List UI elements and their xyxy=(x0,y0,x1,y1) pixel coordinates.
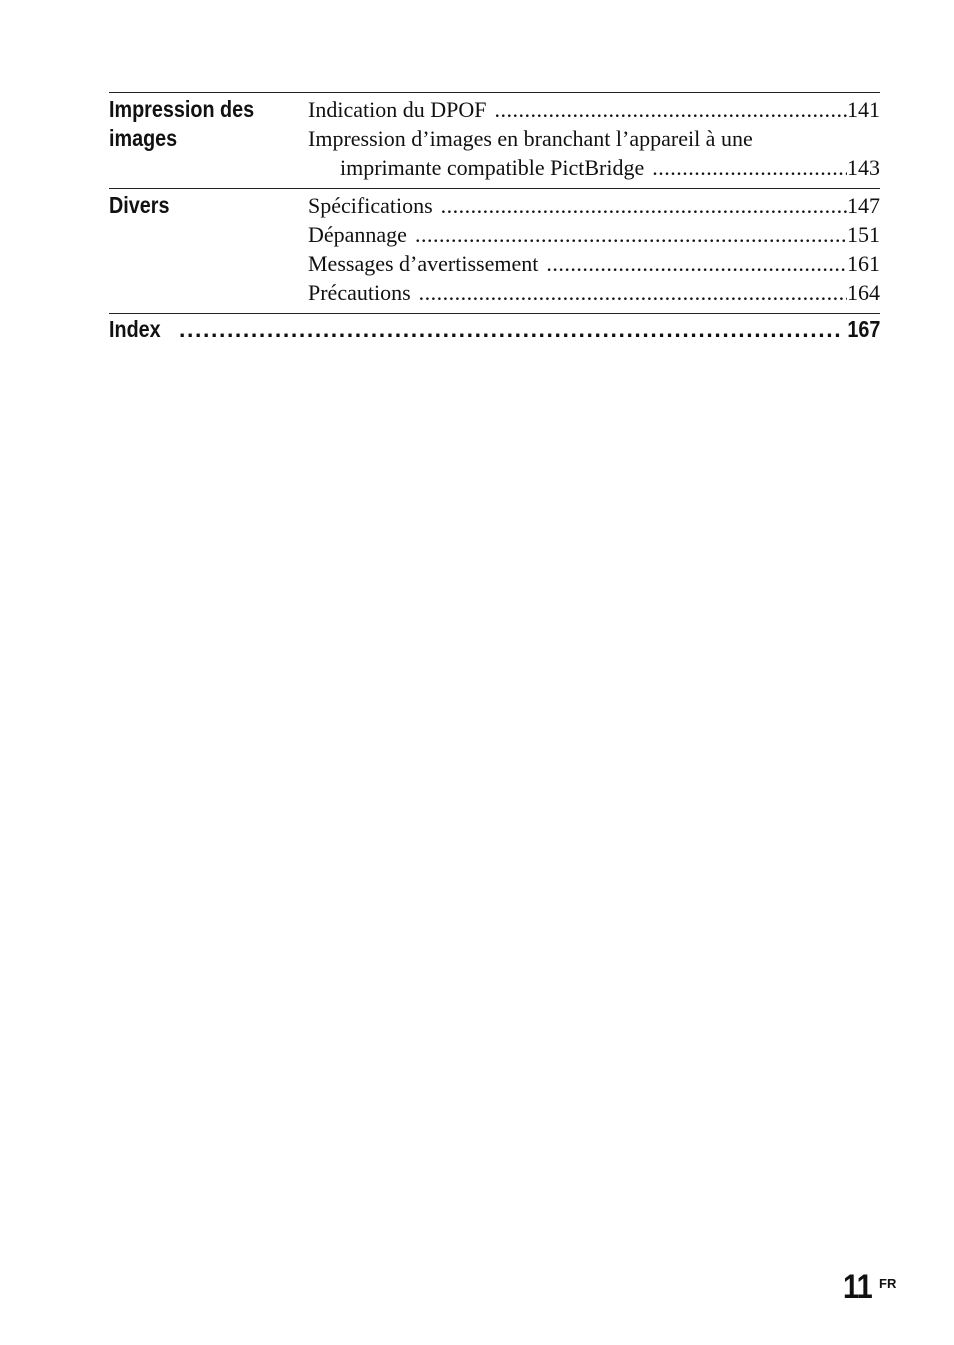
entry-text: Indication du DPOF xyxy=(308,97,487,122)
entry-text: imprimante compatible PictBridge xyxy=(340,155,645,180)
toc-index-entry[interactable] xyxy=(109,313,880,344)
dot-leader xyxy=(433,191,847,220)
toc-entry[interactable] xyxy=(308,191,880,220)
entry-text: Spécifications xyxy=(308,193,433,218)
toc-entry[interactable] xyxy=(308,95,880,124)
dot-leader xyxy=(486,95,847,124)
entry-page-number: 151 xyxy=(847,222,880,247)
toc-entry[interactable] xyxy=(308,249,880,278)
section-title: Divers xyxy=(109,192,170,218)
toc-entry[interactable] xyxy=(308,278,880,307)
toc-section-printing xyxy=(109,92,880,188)
entry-text: Précautions xyxy=(308,280,411,305)
section-entries xyxy=(308,95,880,182)
entry-text: Impression d’images en branchant l’appareil à une xyxy=(308,126,753,151)
section-entries xyxy=(308,191,880,307)
index-page-number: 167 xyxy=(846,316,880,342)
entry-text: Messages d’avertissement xyxy=(308,251,539,276)
dot-leader xyxy=(407,220,847,249)
entry-text: Dépannage xyxy=(308,222,407,247)
section-title: Impression des images xyxy=(109,96,255,151)
toc-entry[interactable] xyxy=(308,124,880,153)
entry-page-number: 147 xyxy=(847,193,880,218)
toc-entry-continuation[interactable] xyxy=(308,153,880,182)
entry-page-number: 141 xyxy=(847,97,880,122)
dot-leader xyxy=(644,153,847,182)
dot-leader xyxy=(171,315,842,344)
entry-page-number: 164 xyxy=(847,280,880,305)
page-number: 11 xyxy=(843,1268,872,1306)
dot-leader xyxy=(411,278,847,307)
entry-page-number: 161 xyxy=(847,251,880,276)
toc-section-misc xyxy=(109,188,880,313)
entry-page-number: 143 xyxy=(847,155,880,180)
language-code: FR xyxy=(879,1276,897,1291)
index-label: Index xyxy=(109,316,161,342)
table-of-contents xyxy=(109,92,880,344)
dot-leader xyxy=(538,249,847,278)
toc-entry[interactable] xyxy=(308,220,880,249)
page-folio xyxy=(843,1268,897,1307)
